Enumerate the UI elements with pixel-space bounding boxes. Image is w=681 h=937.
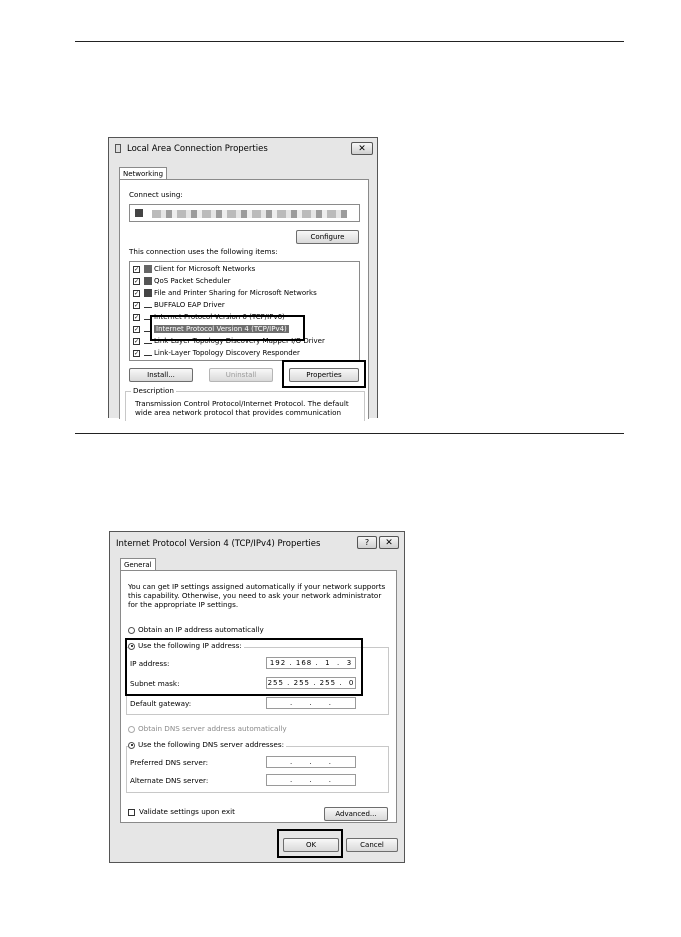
checkbox[interactable]: ✓ [134, 289, 140, 297]
item-label: Link-Layer Topology Discovery Mapper I/O Driver [154, 337, 325, 345]
radio-button[interactable] [128, 742, 135, 749]
obtain-dns-auto-option[interactable] [128, 724, 287, 733]
intro-text: You can get IP settings assigned automatically if your network supports [128, 582, 386, 591]
items-label: This connection uses the following items: [129, 247, 278, 256]
divider [75, 41, 624, 42]
scheduler-icon [144, 277, 152, 285]
default-gateway-input[interactable]: . . . [266, 697, 356, 709]
close-button[interactable] [379, 536, 399, 549]
close-icon: ✕ [358, 144, 366, 154]
network-client-icon [144, 265, 152, 273]
network-icon [115, 144, 121, 153]
adapter-icon [135, 209, 143, 217]
preferred-dns-input[interactable]: . . . [266, 756, 356, 768]
close-icon: ✕ [385, 538, 393, 548]
tab-networking[interactable]: Networking [119, 167, 167, 179]
list-item[interactable] [133, 289, 317, 300]
title-bar [109, 138, 377, 160]
checkbox[interactable]: ✓ [134, 349, 140, 357]
alternate-dns-input[interactable]: . . . [266, 774, 356, 786]
subnet-mask-input[interactable]: 255 . 255 . 255 . 0 [267, 679, 355, 687]
ok-button[interactable]: OK [283, 838, 339, 852]
printer-share-icon [144, 289, 152, 297]
ipv4-highlight-box [150, 315, 305, 341]
ip-address-label: IP address: [130, 659, 170, 668]
option-label: Use the following IP address: [138, 641, 242, 650]
intro-text: for the appropriate IP settings. [128, 600, 239, 609]
option-label: Obtain DNS server address automatically [138, 724, 287, 733]
items-list [129, 261, 360, 361]
install-button[interactable]: Install... [129, 368, 193, 382]
default-gateway-label: Default gateway: [130, 699, 192, 708]
tab-general[interactable]: General [120, 558, 156, 570]
alternate-dns-label: Alternate DNS server: [130, 776, 209, 785]
properties-button[interactable]: Properties [289, 368, 359, 382]
use-following-dns-option[interactable] [128, 740, 286, 749]
connect-using-label: Connect using: [129, 190, 183, 199]
local-area-connection-dialog [108, 137, 378, 418]
title-bar [110, 532, 404, 554]
list-item[interactable] [133, 277, 231, 288]
cancel-button[interactable]: Cancel [346, 838, 398, 852]
ok-highlight-box [277, 829, 343, 858]
uninstall-button[interactable]: Uninstall [209, 368, 273, 382]
checkbox[interactable]: ✓ [134, 277, 140, 285]
validate-settings-option[interactable] [128, 807, 235, 816]
properties-highlight-box [282, 360, 366, 388]
item-label: QoS Packet Scheduler [154, 277, 231, 285]
checkbox[interactable]: ✓ [134, 301, 140, 309]
item-label: Client for Microsoft Networks [154, 265, 256, 273]
radio-button[interactable] [128, 726, 135, 733]
adapter-field [129, 204, 360, 222]
option-label: Use the following DNS server addresses: [138, 740, 285, 749]
ipv4-properties-dialog [109, 531, 405, 863]
item-label: File and Printer Sharing for Microsoft Networks [154, 289, 317, 297]
description-label: Description [133, 386, 174, 395]
item-label: Link-Layer Topology Discovery Responder [154, 349, 300, 357]
checkbox[interactable]: ✓ [134, 337, 140, 345]
option-label: Validate settings upon exit [139, 807, 235, 816]
obtain-ip-auto-option[interactable] [128, 625, 264, 634]
checkbox[interactable]: ✓ [134, 265, 140, 273]
list-item[interactable] [133, 349, 300, 360]
divider [75, 433, 624, 434]
intro-text: this capability. Otherwise, you need to ask your network administrator [128, 591, 382, 600]
adapter-name-redacted [152, 210, 347, 218]
item-label: Internet Protocol Version 6 (TCP/IPv6) [154, 313, 285, 321]
advanced-button[interactable]: Advanced... [324, 807, 388, 821]
description-text: wide area network protocol that provides communication [135, 408, 342, 417]
subnet-mask-label: Subnet mask: [130, 679, 180, 688]
protocol-icon [144, 350, 152, 356]
tab-panel [119, 179, 369, 419]
ip-highlight-box [125, 638, 363, 696]
item-label-selected: Internet Protocol Version 4 (TCP/IPv4) [156, 325, 287, 333]
help-icon: ? [364, 538, 370, 547]
close-button[interactable] [351, 142, 373, 155]
dialog-title: Internet Protocol Version 4 (TCP/IPv4) Properties [116, 539, 321, 549]
ip-address-input[interactable]: 192 . 168 . 1 . 3 [266, 657, 356, 669]
configure-button[interactable]: Configure [296, 230, 359, 244]
checkbox[interactable]: ✓ [134, 325, 140, 333]
option-label: Obtain an IP address automatically [138, 625, 264, 634]
dialog-title: Local Area Connection Properties [127, 144, 268, 154]
radio-button[interactable] [128, 627, 135, 634]
checkbox[interactable] [128, 809, 135, 816]
list-item[interactable] [133, 301, 225, 312]
description-text: Transmission Control Protocol/Internet Protocol. The default [135, 399, 349, 408]
preferred-dns-label: Preferred DNS server: [130, 758, 209, 767]
checkbox[interactable]: ✓ [134, 313, 140, 321]
list-item[interactable] [133, 265, 255, 276]
protocol-icon [144, 302, 152, 308]
help-button[interactable] [357, 536, 377, 549]
tab-panel [120, 570, 397, 823]
item-label: BUFFALO EAP Driver [154, 301, 225, 309]
